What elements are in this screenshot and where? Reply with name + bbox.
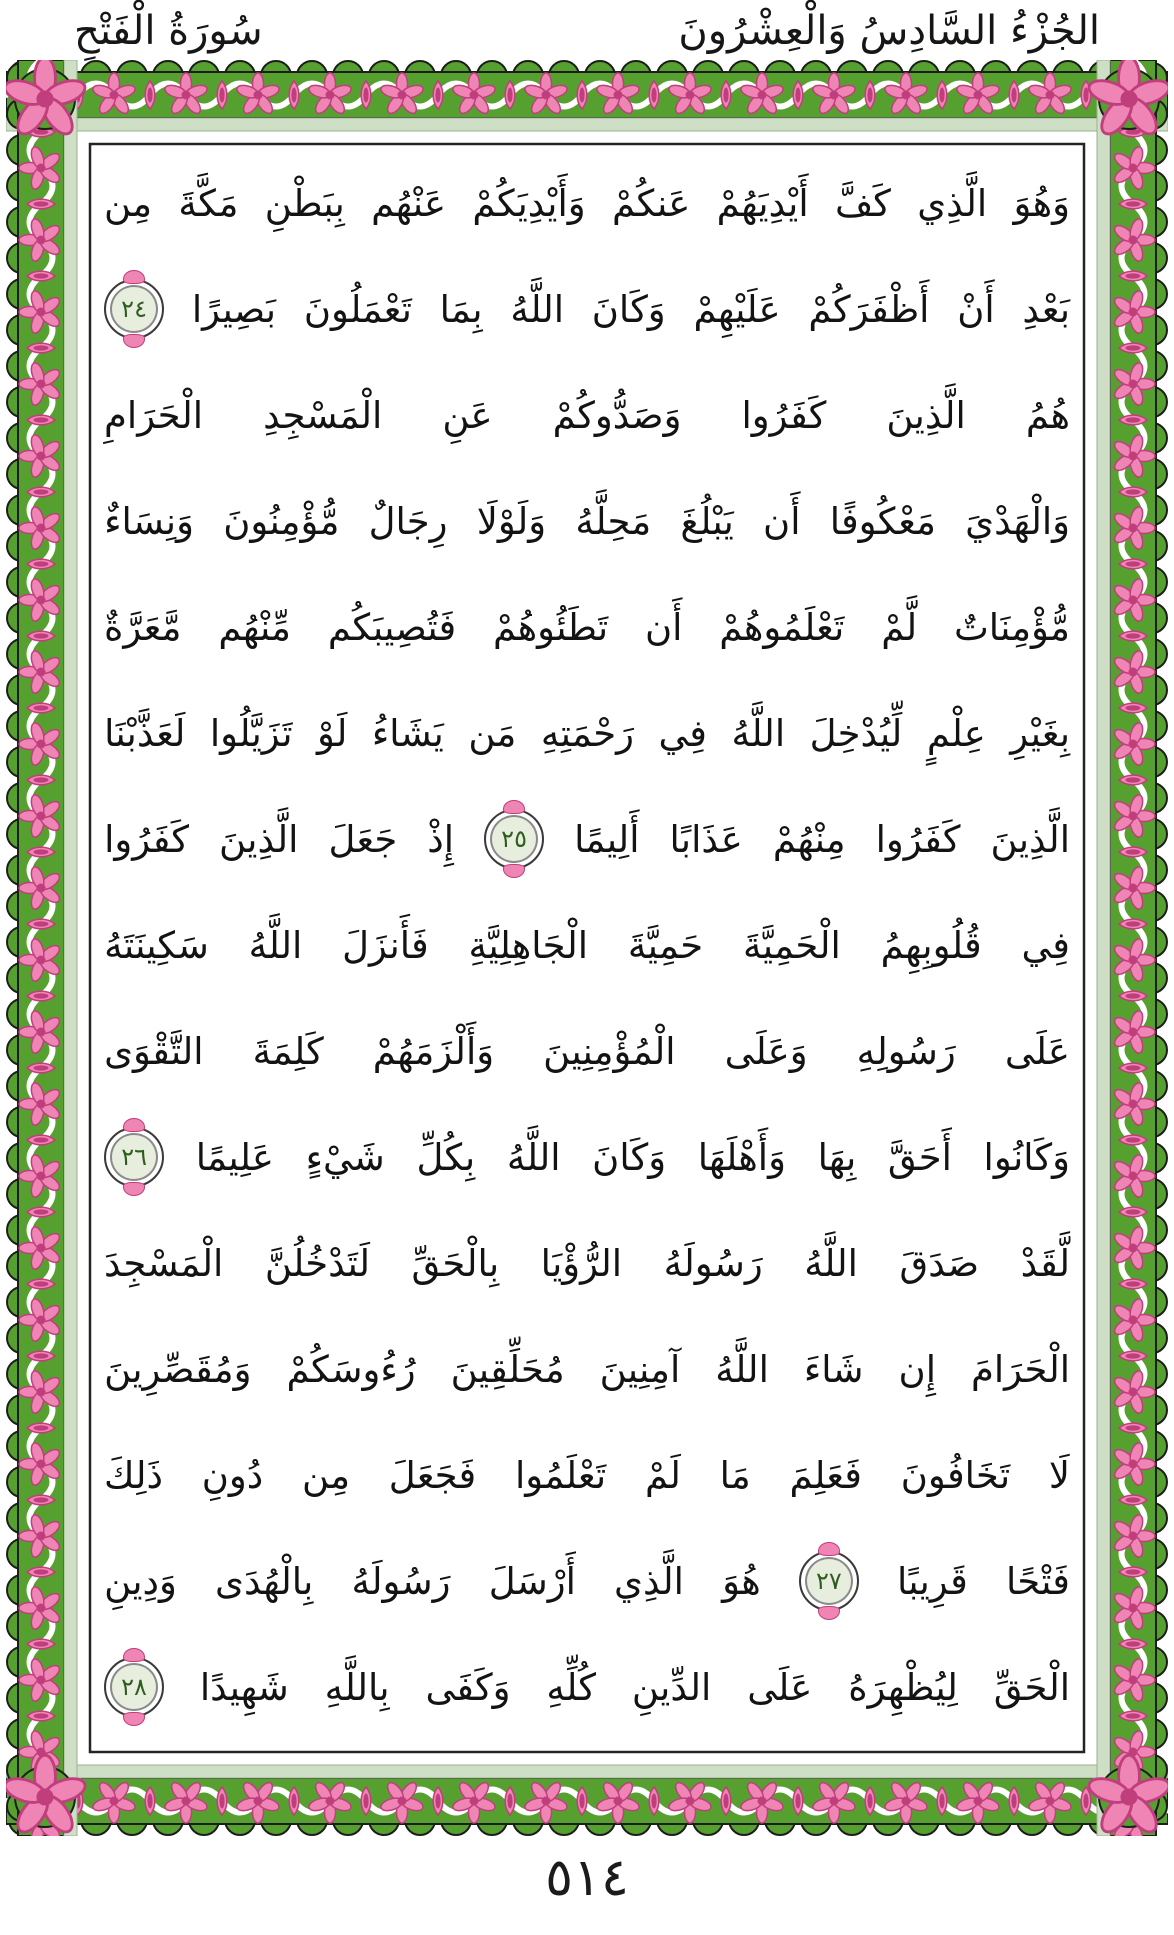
quran-word: بِغَيْرِ — [1010, 711, 1070, 755]
quran-word: التَّقْوَى — [104, 1029, 204, 1073]
quran-word: فِي — [658, 711, 707, 755]
quran-word: قَرِيبًا — [897, 1559, 968, 1603]
quran-line — [104, 256, 1070, 362]
page-number: ٥١٤ — [545, 1848, 629, 1908]
quran-word: لَّمْ — [881, 605, 918, 649]
quran-word: الَّذِينَ — [990, 817, 1070, 861]
quran-word: أَن — [644, 605, 683, 649]
quran-word: رِجَالٌ — [368, 499, 448, 543]
border-band — [1097, 60, 1167, 1836]
quran-word: اللَّهُ — [248, 923, 303, 967]
quran-word: كَفَرُوا — [741, 393, 827, 437]
quran-word: وَنِسَاءٌ — [104, 499, 194, 543]
surah-name-label: سُورَةُ الْفَتْحِ — [74, 8, 263, 54]
quran-word: اللَّهُ — [804, 1241, 858, 1285]
quran-word: بِهَا — [817, 1135, 857, 1179]
quran-word: مِنْهُمْ — [772, 817, 846, 861]
quran-line — [104, 998, 1070, 1104]
quran-word: شَاءَ — [803, 1347, 864, 1391]
quran-word: تَعْلَمُوا — [515, 1453, 607, 1497]
quran-word: أَظْفَرَكُمْ — [808, 287, 930, 331]
quran-word: الْمَسْجِدَ — [104, 1241, 224, 1285]
verse-end-marker: ٢٧ — [799, 1551, 859, 1611]
quran-word: وَصَدُّوكُمْ — [552, 393, 682, 437]
quran-word: الَّذِي — [614, 1559, 684, 1603]
quran-word: الْجَاهِلِيَّةِ — [468, 923, 589, 967]
quran-word: رُءُوسَكُمْ — [286, 1347, 416, 1391]
quran-word: لِّيُدْخِلَ — [809, 711, 903, 755]
quran-line — [104, 1210, 1070, 1316]
quran-word: وَهُوَ — [1013, 181, 1070, 225]
quran-word: عَنكُمْ — [611, 181, 691, 225]
quran-word: بِاللَّهِ — [324, 1665, 390, 1709]
quran-word: وَلَوْلَا — [476, 499, 547, 543]
quran-word: رَحْمَتِهِ — [540, 711, 634, 755]
quran-word: جَعَلَ — [328, 817, 398, 861]
quran-word: بِالْهُدَى — [215, 1559, 314, 1603]
quran-word: الَّذِينَ — [219, 817, 299, 861]
quran-word: لَتَدْخُلُنَّ — [264, 1241, 370, 1285]
quran-word: الْمَسْجِدِ — [263, 393, 383, 437]
quran-word: وَكَانَ — [592, 1135, 667, 1179]
quran-word: مُحَلِّقِينَ — [450, 1347, 565, 1391]
quran-word: وَأَلْزَمَهُمْ — [372, 1029, 495, 1073]
quran-word: الْمُؤْمِنِينَ — [543, 1029, 676, 1073]
quran-word: الْحَرَامِ — [104, 393, 204, 437]
quran-word: كَفَرُوا — [875, 817, 961, 861]
quran-word: الْحَرَامَ — [970, 1347, 1070, 1391]
quran-word: قُلُوبِهِمُ — [880, 923, 982, 967]
quran-word: اللَّهُ — [506, 1135, 561, 1179]
quran-word: رَسُولَهُ — [351, 1559, 451, 1603]
quran-word: أَيْدِيَهُمْ — [716, 181, 809, 225]
verse-end-marker: ٢٦ — [104, 1127, 164, 1187]
quran-word: بِالْحَقِّ — [411, 1241, 500, 1285]
quran-word: اللَّهُ — [731, 711, 786, 755]
quran-word: عَلَى — [1004, 1029, 1070, 1073]
quran-word: وَكَانُوا — [983, 1135, 1070, 1179]
quran-word: الْحَمِيَّةَ — [742, 923, 841, 967]
quran-word: لِيُظْهِرَهُ — [848, 1665, 958, 1709]
quran-line — [104, 468, 1070, 574]
quran-word: رَسُولِهِ — [856, 1029, 956, 1073]
quran-line — [104, 574, 1070, 680]
quran-word: عَذَابًا — [669, 817, 743, 861]
quran-word: فَأَنزَلَ — [342, 923, 429, 967]
quran-word: تَزَيَّلُوا — [209, 711, 293, 755]
quran-word: يَبْلُغَ — [680, 499, 734, 543]
quran-line — [104, 892, 1070, 998]
quran-word: عَنِ — [442, 393, 493, 437]
quran-word: عَلَى — [747, 1665, 813, 1709]
quran-word: مَعْكُوفًا — [829, 499, 936, 543]
quran-word: بِمَا — [439, 287, 483, 331]
quran-line — [104, 1634, 1070, 1740]
quran-line — [104, 1316, 1070, 1422]
quran-word: دُونِ — [201, 1453, 264, 1497]
quran-word: وَأَهْلَهَا — [697, 1135, 786, 1179]
quran-word: وَدِينِ — [104, 1559, 177, 1603]
quran-word: إِن — [898, 1347, 936, 1391]
quran-word: كُلِّهِ — [546, 1665, 597, 1709]
border-band — [6, 1765, 1168, 1835]
verse-end-marker: ٢٥ — [484, 809, 544, 869]
quran-word: مَّعَرَّةٌ — [104, 605, 182, 649]
quran-word: شَيْءٍ — [305, 1135, 385, 1179]
quran-word: لَمْ — [644, 1453, 681, 1497]
quran-word: فَتْحًا — [1005, 1559, 1070, 1603]
quran-word: الرُّؤْيَا — [540, 1241, 623, 1285]
quran-word: لَوْ — [317, 711, 348, 755]
border-band — [7, 60, 77, 1836]
quran-word: ذَلِكَ — [104, 1453, 163, 1497]
border-band — [6, 61, 1168, 131]
quran-word: وَعَلَى — [724, 1029, 808, 1073]
quran-word: كَفَّ — [834, 181, 891, 225]
quran-line — [104, 1104, 1070, 1210]
quran-line — [104, 1422, 1070, 1528]
quran-text-block — [92, 146, 1082, 1750]
quran-word: وَكَفَى — [425, 1665, 511, 1709]
quran-word: مِن — [302, 1453, 351, 1497]
quran-word: اللَّهُ — [510, 287, 564, 331]
quran-word: عَلَيْهِمْ — [693, 287, 781, 331]
quran-word: كَفَرُوا — [104, 817, 189, 861]
quran-word: مَحِلَّهُ — [575, 499, 652, 543]
quran-word: مَن — [468, 711, 517, 755]
quran-word: مِن — [104, 181, 153, 225]
quran-word: مِّنْهُم — [218, 605, 291, 649]
quran-word: مَكَّةَ — [178, 181, 239, 225]
quran-word: يَشَاءُ — [371, 711, 444, 755]
quran-word: هُمُ — [1025, 393, 1070, 437]
quran-word: اللَّهُ — [715, 1347, 769, 1391]
quran-word: تَطَئُوهُمْ — [493, 605, 609, 649]
quran-word: مَا — [719, 1453, 751, 1497]
quran-word: بِبَطْنِ — [264, 181, 345, 225]
quran-word: رَسُولَهُ — [663, 1241, 763, 1285]
quran-word: سَكِينَتَهُ — [104, 923, 209, 967]
quran-word: لَعَذَّبْنَا — [104, 711, 186, 755]
quran-word: فَتُصِيبَكُم — [327, 605, 457, 649]
quran-word: وَأَيْدِيَكُمْ — [472, 181, 586, 225]
quran-word: بَصِيرًا — [191, 287, 277, 331]
verse-end-marker: ٢٤ — [104, 279, 164, 339]
quran-word: تَعْمَلُونَ — [303, 287, 412, 331]
quran-line — [104, 362, 1070, 468]
quran-word: فَجَعَلَ — [388, 1453, 477, 1497]
quran-line — [104, 150, 1070, 256]
quran-word: هُوَ — [722, 1559, 761, 1603]
juz-label: الجُزْءُ السَّادِسُ وَالْعِشْرُونَ — [678, 8, 1100, 54]
quran-line — [104, 680, 1070, 786]
quran-word: تَخَافُونَ — [900, 1453, 1011, 1497]
quran-word: الَّذِينَ — [886, 393, 966, 437]
quran-word: أَرْسَلَ — [488, 1559, 576, 1603]
quran-word: وَمُقَصِّرِينَ — [104, 1347, 252, 1391]
quran-word: أَن — [763, 499, 801, 543]
quran-word: أَلِيمًا — [574, 817, 640, 861]
verse-end-marker: ٢٨ — [104, 1657, 164, 1717]
quran-word: لَّقَدْ — [1020, 1241, 1070, 1285]
quran-word: تَعْلَمُوهُمْ — [719, 605, 845, 649]
quran-word: إِذْ — [427, 817, 455, 861]
quran-word: الَّذِي — [917, 181, 988, 225]
quran-word: كَلِمَةَ — [252, 1029, 324, 1073]
quran-word: وَكَانَ — [591, 287, 666, 331]
quran-word: أَنْ — [957, 287, 995, 331]
quran-word: وَالْهَدْيَ — [965, 499, 1070, 543]
quran-word: آمِنِينَ — [599, 1347, 681, 1391]
quran-word: الدِّينِ — [631, 1665, 712, 1709]
quran-line — [104, 786, 1070, 892]
quran-word: لَا — [1048, 1453, 1070, 1497]
quran-word: حَمِيَّةَ — [627, 923, 704, 967]
quran-word: أَحَقَّ — [887, 1135, 952, 1179]
quran-word: مُّؤْمِنُونَ — [223, 499, 340, 543]
quran-word: صَدَقَ — [899, 1241, 980, 1285]
quran-word: عِلْمٍ — [926, 711, 986, 755]
quran-word: شَهِيدًا — [199, 1665, 289, 1709]
quran-word: فِي — [1021, 923, 1070, 967]
quran-word: بَعْدِ — [1022, 287, 1070, 331]
quran-line — [104, 1528, 1070, 1634]
quran-word: مُّؤْمِنَاتٌ — [953, 605, 1070, 649]
quran-word: بِكُلِّ — [416, 1135, 476, 1179]
quran-word: الْحَقِّ — [993, 1665, 1070, 1709]
quran-word: فَعَلِمَ — [789, 1453, 862, 1497]
quran-word: عَنْهُم — [371, 181, 447, 225]
quran-word: عَلِيمًا — [195, 1135, 274, 1179]
